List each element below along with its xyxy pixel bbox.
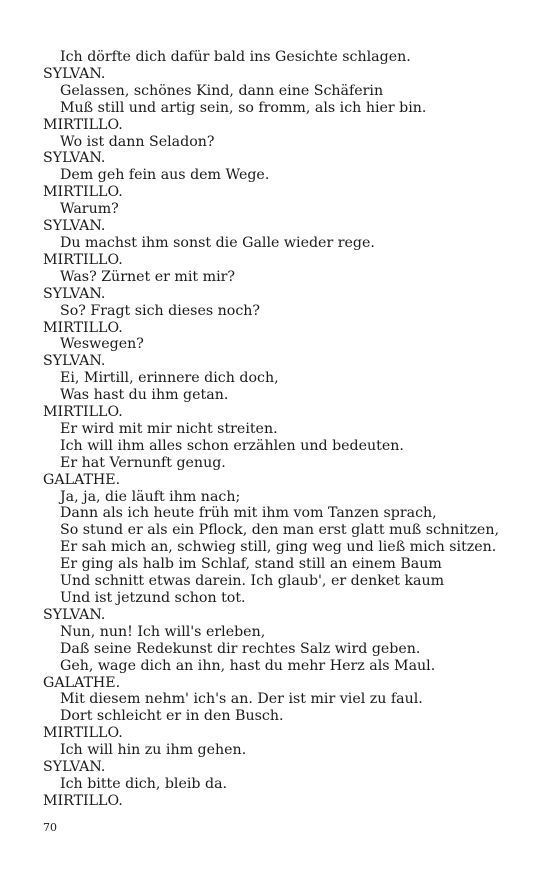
- verse-line: Und ist jetzund schon tot.: [60, 590, 246, 606]
- speaker-name: MIRTILLO.: [43, 116, 123, 133]
- speaker-name: SYLVAN.: [43, 759, 106, 776]
- verse-line: Ich will ihm alles schon erzählen und bedeuten.: [60, 437, 404, 454]
- speaker-name: MIRTILLO.: [43, 319, 123, 336]
- verse-line: Was? Zürnet er mit mir?: [60, 268, 235, 285]
- speaker-name: SYLVAN.: [43, 285, 106, 302]
- verse-line: Wo ist dann Seladon?: [60, 133, 215, 150]
- verse-line: Nun, nun! Ich will's erleben,: [60, 623, 266, 640]
- speaker-name: MIRTILLO.: [43, 184, 123, 201]
- speaker-name: MIRTILLO.: [43, 251, 123, 268]
- verse-line: Ich will hin zu ihm gehen.: [60, 742, 247, 759]
- verse-line: Dort schleicht er in den Busch.: [60, 708, 284, 725]
- verse-line: Ei, Mirtill, erinnere dich doch,: [60, 370, 279, 387]
- speaker-name: SYLVAN.: [43, 353, 106, 370]
- verse-line: Dem geh fein aus dem Wege.: [60, 167, 270, 184]
- speaker-name: SYLVAN.: [43, 606, 106, 623]
- page-number: 70: [43, 821, 57, 834]
- verse-line: Geh, wage dich an ihn, hast du mehr Herz als Maul.: [60, 657, 436, 674]
- verse-line: Gelassen, schönes Kind, dann eine Schäferin: [60, 82, 384, 99]
- verse-line: Er wird mit mir nicht streiten.: [60, 420, 278, 437]
- verse-line: Mit diesem nehm' ich's an. Der ist mir viel zu faul.: [60, 691, 423, 708]
- verse-line: Du machst ihm sonst die Galle wieder rege.: [60, 234, 375, 251]
- speaker-name: SYLVAN.: [43, 218, 106, 235]
- speaker-name: SYLVAN.: [43, 65, 106, 82]
- speaker-name: SYLVAN.: [43, 150, 106, 167]
- verse-line: Weswegen?: [60, 336, 144, 353]
- verse-line: Und schnitt etwas darein. Ich glaub', er denket kaum: [60, 573, 445, 590]
- speaker-name: MIRTILLO.: [43, 725, 123, 742]
- verse-line: Was hast du ihm getan.: [60, 387, 229, 404]
- verse-line: Er hat Vernunft genug.: [60, 454, 226, 471]
- speaker-name: MIRTILLO.: [43, 404, 123, 421]
- verse-line: Muß still und artig sein, so fromm, als ich hier bin.: [60, 99, 427, 116]
- verse-line: Dann als ich heute früh mit ihm vom Tanzen sprach,: [60, 505, 437, 522]
- verse-line: Ja, ja, die läuft ihm nach;: [60, 488, 241, 505]
- verse-line: So? Fragt sich dieses noch?: [60, 302, 261, 319]
- speaker-name: GALATHE.: [43, 674, 121, 691]
- verse-line: Ich dörfte dich dafür bald ins Gesichte schlagen.: [60, 49, 411, 65]
- play-text: [43, 49, 523, 810]
- speaker-name: GALATHE.: [43, 471, 121, 488]
- verse-line: Er ging als halb im Schlaf, stand still an einem Baum: [60, 556, 442, 573]
- verse-line: Daß seine Redekunst dir rechtes Salz wird geben.: [60, 640, 421, 657]
- verse-line: So stund er als ein Pflock, den man erst glatt muß schnitzen,: [60, 522, 499, 539]
- verse-line: Warum?: [60, 201, 119, 218]
- verse-line: Er sah mich an, schwieg still, ging weg und ließ mich sitzen.: [60, 539, 497, 556]
- verse-line: Ich bitte dich, bleib da.: [60, 775, 228, 792]
- speaker-name: MIRTILLO.: [43, 792, 123, 809]
